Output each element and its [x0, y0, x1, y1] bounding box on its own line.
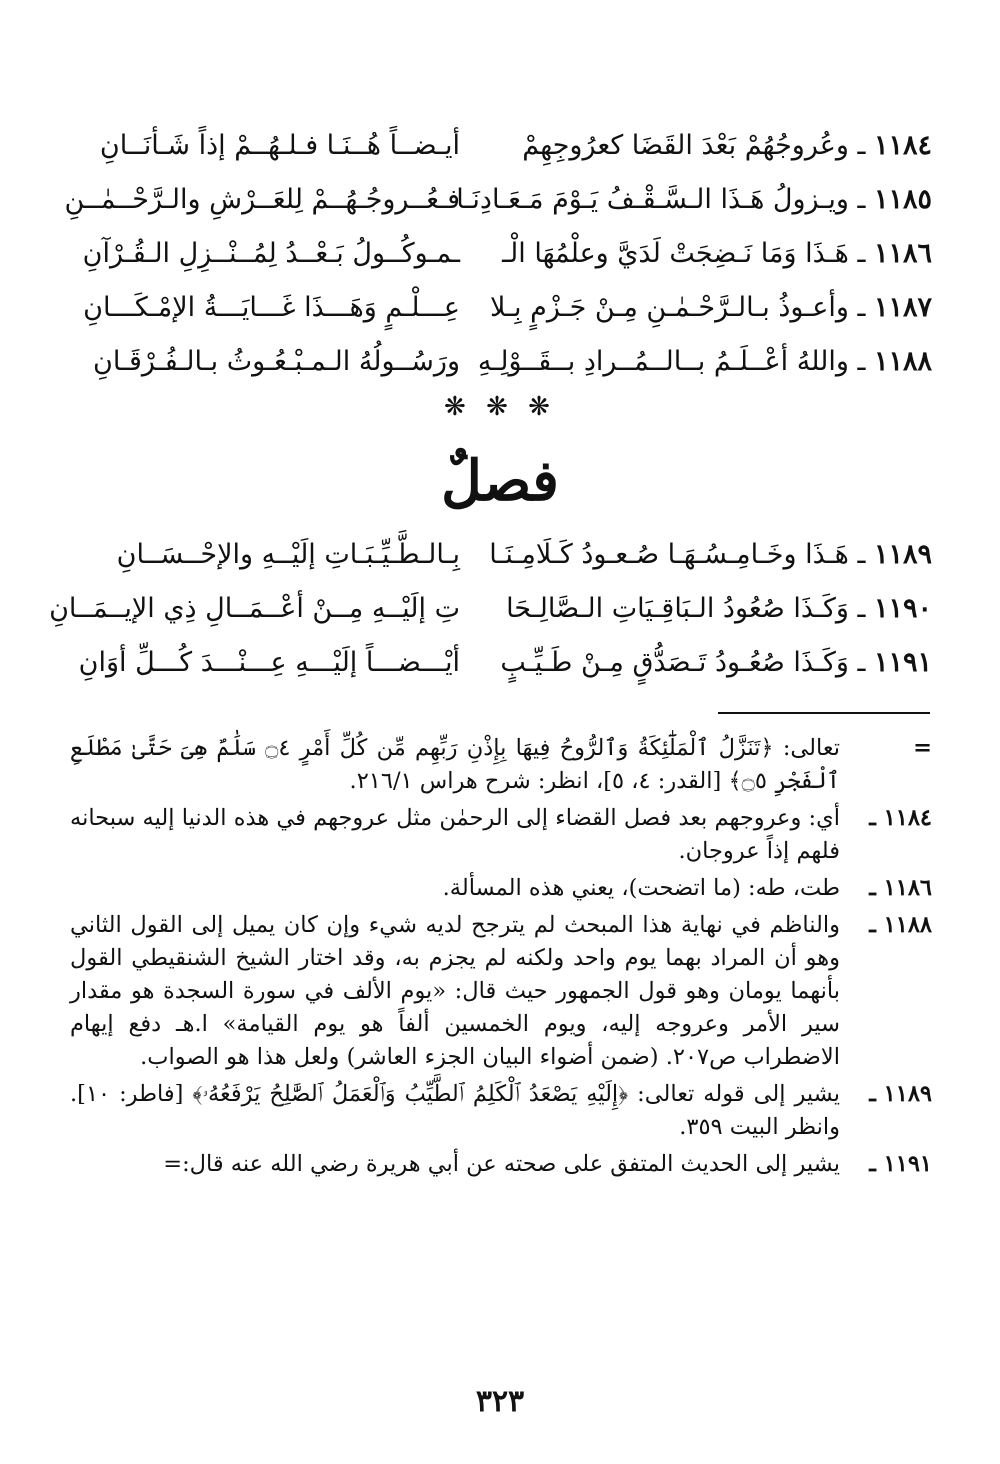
verses-top: [60, 118, 932, 388]
verse-text: واللهُ أعْــلَـمُ بــالــمُــرادِ بــقَــوْلِـهِ: [477, 345, 849, 377]
footnote-text: والناظم في نهاية هذا المبحث لم يترجح لديه شيء وإن كان يميل إلى القول الثاني وهو أن المراد بهما يوم واحد ولكنه لم يجزم به، وقد اختار الشيخ الشنقيطي القول بأنهما يومان وهو قول الجمهور حيث قال: «يوم الألف في سورة السجدة هو مقدار سير الأمر وعروجه إليه، ويوم الخمسين ألفاً هو يوم القيامة» ا.هـ دفع إيهام الاضطراب ص٢٠٧. (ضمن أضواء البيان الجزء العاشر) ولعل هذا هو الصواب.: [70, 912, 840, 1070]
footnote-marker: ١١٨٩ ـ: [869, 1081, 932, 1107]
verses-bottom: [49, 527, 932, 689]
verse-text: وَكَـذَا صُعُودُ الـبَاقِـيَاتِ الـصَّالِـحَا: [506, 592, 849, 624]
verse-text: وَكَـذَا صُعُـودُ تَـصَدُّقٍ مِـنْ طَـيِّـبٍ: [500, 646, 849, 678]
verse-line: [60, 635, 932, 689]
verse-second-hemistich: أيـضــاً هُــنَـا فـلـهُــمْ إذاً شَـأنَــانِ: [99, 129, 460, 161]
verse-line: [60, 118, 932, 172]
verse-number: ١١٨٤: [873, 129, 932, 161]
verse-second-hemistich: بِـالـطَّـيِّـبَـاتِ إلَيْــهِ والإحْــسَــانِ: [116, 538, 460, 570]
verse-line: [60, 280, 932, 334]
verse-first-hemistich: ١١٨٥ ـ ويـزولُ هَـذَا الـسَّـقْـفُ يَـوْمَ مَـعَـادِنَـا: [456, 183, 932, 215]
verse-second-hemistich: عِـــلْـمٍ وَهَـــذَا غَـــايَـــةُ الإمْـكَـــانِ: [83, 291, 460, 323]
verse-number: ١١٨٥: [873, 183, 932, 215]
verse-first-hemistich: ١١٩٠ ـ وَكَـذَا صُعُودُ الـبَاقِـيَاتِ الـصَّالِـحَا: [506, 592, 932, 624]
verse-second-hemistich: ـمـوكُــولُ بَـعْــدُ لِمُــنْــزِلِ الـقُـرْآنِ: [82, 237, 460, 269]
verse-line: [60, 172, 932, 226]
verse-first-hemistich: ١١٨٦ ـ هَـذَا وَمَا نَـضِجَتْ لَدَيَّ وعلْمُهَا الْـ: [502, 237, 932, 269]
verse-number: ١١٨٨: [873, 345, 932, 377]
verse-text: وأعـوذُ بـالـرَّحْـمٰـنِ مِـنْ جَـزْمٍ بِـلا: [490, 291, 849, 323]
verse-second-hemistich: ورَسُــولُهُ الـمـبْـعُـوثُ بـالـفُـرْقَـانِ: [93, 345, 460, 377]
footnote-text: تعالى: ﴿تَنَزَّلُ ٱلْمَلَٰٓئِكَةُ وَٱلرُّوحُ فِيهَا بِإِذْنِ رَبِّهِم مِّن كُلِّ أَمْرٍ ۝٤ سَلَٰمٌ هِىَ حَتَّىٰ مَطْلَعِ ٱلْفَجْرِ ۝٥﴾ [القدر: ٤، ٥]، انظر: شرح هراس ٢١٦/١.: [70, 735, 841, 794]
footnote-marker: ١١٨٦ ـ: [869, 875, 932, 901]
verse-first-hemistich: ١١٨٧ ـ وأعـوذُ بـالـرَّحْـمٰـنِ مِـنْ جَـزْمٍ بِـلا: [490, 291, 932, 323]
verse-line: [49, 581, 932, 635]
footnote: [70, 732, 932, 798]
footnote: [70, 872, 932, 905]
footnote: [70, 909, 932, 1074]
footnote: [70, 802, 932, 868]
footnote-text: طت، طه: (ما اتضحت)، يعني هذه المسألة.: [442, 875, 840, 901]
verse-line: [60, 527, 932, 581]
verse-number: ١١٩١: [873, 646, 932, 678]
footnote-text: يشير إلى الحديث المتفق على صحته عن أبي هريرة رضي الله عنه قال:=: [163, 1151, 840, 1177]
section-heading: فصلٌ: [441, 448, 559, 514]
footnote: [70, 1148, 932, 1181]
footnote-text: أي: وعروجهم بعد فصل القضاء إلى الرحمٰن مثل عروجهم في هذه الدنيا إليه سبحانه فلهم إذاً عروجان.: [70, 805, 840, 864]
footnote-marker: =: [913, 735, 932, 761]
page-number: ٣٢٣: [475, 1384, 525, 1419]
footnote: [70, 1078, 932, 1144]
verse-first-hemistich: ١١٨٨ ـ واللهُ أعْــلَـمُ بــالــمُــرادِ بــقَــوْلِـهِ: [477, 345, 932, 377]
verse-first-hemistich: ١١٩١ ـ وَكَـذَا صُعُـودُ تَـصَدُّقٍ مِـنْ طَـيِّـبٍ: [500, 646, 932, 678]
footnote-marker: ١١٩١ ـ: [869, 1151, 932, 1177]
verse-number: ١١٨٩: [873, 538, 932, 570]
verse-first-hemistich: ١١٨٩ ـ هَـذَا وخَـامِـسُـهَـا صُـعـودُ كَـلَامِـنَـا: [489, 538, 932, 570]
footnote-marker: ١١٨٨ ـ: [869, 912, 932, 938]
section-separator: ❋ ❋ ❋: [444, 392, 556, 422]
verse-number: ١١٨٧: [873, 291, 932, 323]
verse-number: ١١٨٦: [873, 237, 932, 269]
verse-line: [60, 334, 932, 388]
verse-text: هَـذَا وخَـامِـسُـهَـا صُـعـودُ كَـلَامِـنَـا: [489, 538, 849, 570]
verse-first-hemistich: ١١٨٤ ـ وعُروجُهُمْ بَعْدَ القَضَا كعرُوجِهِمْ: [522, 129, 932, 161]
footnote-divider: [718, 712, 930, 714]
verse-text: وعُروجُهُمْ بَعْدَ القَضَا كعرُوجِهِمْ: [522, 129, 849, 161]
footnote-marker: ١١٨٤ ـ: [869, 805, 932, 831]
verse-second-hemistich: فـعُــروجُـهُــمْ لِلعَــرْشِ والـرَّحْــمٰــنِ: [64, 183, 460, 215]
verse-line: [60, 226, 932, 280]
footnote-text: يشير إلى قوله تعالى: ﴿إِلَيْهِ يَصْعَدُ ٱلْكَلِمُ ٱلطَّيِّبُ وَٱلْعَمَلُ ٱلصَّٰلِحُ يَرْفَعُهُۥ﴾ [فاطر: ١٠]. وانظر البيت ٣٥٩.: [70, 1081, 840, 1140]
verse-second-hemistich: تِ إلَيْــهِ مِــنْ أعْــمَــالِ ذِي الإيــمَــانِ: [49, 592, 460, 624]
verse-text: هَـذَا وَمَا نَـضِجَتْ لَدَيَّ وعلْمُهَا الْـ: [502, 237, 849, 269]
verse-text: ويـزولُ هَـذَا الـسَّـقْـفُ يَـوْمَ مَـعَـادِنَـا: [456, 183, 849, 215]
footnotes: [70, 732, 932, 1185]
verse-number: ١١٩٠: [873, 592, 932, 624]
verse-second-hemistich: أيْـــضـــاً إلَيْـــهِ عِـــنْـــدَ كُـــلِّ أوَانِ: [78, 646, 460, 678]
